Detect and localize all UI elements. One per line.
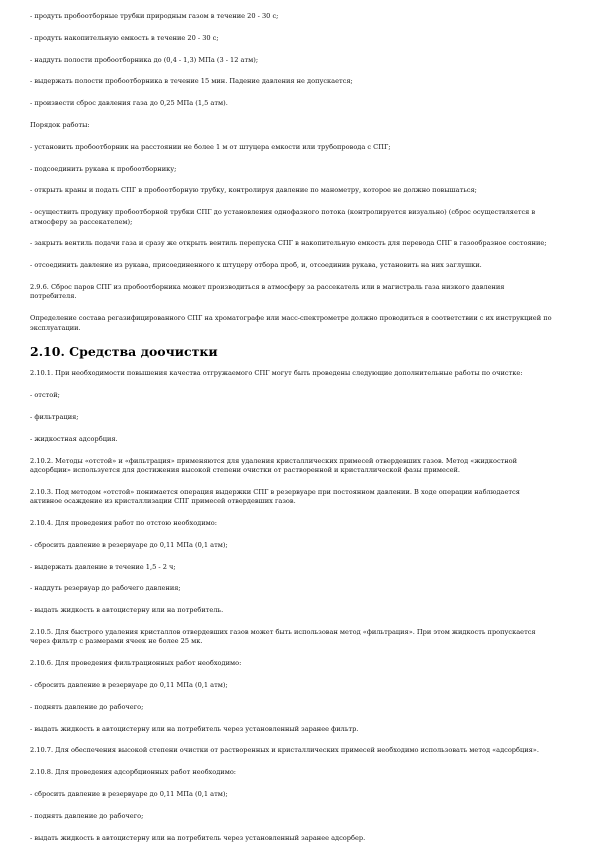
section-paragraphs [30,369,553,843]
paragraph: - поднять давление до рабочего; [30,702,144,711]
paragraph: Определение состава регазифицированного СПГ на хроматографе или масс-спектрометре должно проводиться в соответствии с их инструкцией по эксплуатации. [30,314,552,332]
paragraph: - отсоединить давление из рукава, присоединенного к штуцеру отбора проб, и, отсоединив рукава, установить на них заглушки. [30,261,482,270]
paragraph: - поднять давление до рабочего; [30,811,144,820]
paragraph: - закрыть вентиль подачи газа и сразу же открыть вентиль перепуска СПГ в накопительную емкость для перевода СПГ в газообразное состояние; [30,239,547,248]
paragraph: - фильтрация; [30,412,79,421]
paragraph: - подсоединить рукава к пробоотборнику; [30,164,177,173]
paragraph: 2.10.2. Методы «отстой» и «фильтрация» применяются для удаления кристаллических примесей отвердевших газов. Метод «жидкостной адсорбции» используется для достижения высокой степени очистки от растворенной и кристаллической фазы примесей. [30,456,518,474]
paragraph: Порядок работы: [30,120,90,129]
paragraph: 2.10.6. Для проведения фильтрационных работ необходимо: [30,659,242,668]
paragraph: 2.9.6. Сброс паров СПГ из пробоотборника может производиться в атмосферу за рассекатель или в магистраль газа низкого давления потребителя. [30,282,505,301]
section-heading: 2.10. Средства доочистки [30,344,218,360]
paragraph: - выдержать давление в течение 1,5 - 2 ч; [30,562,176,571]
paragraph: 2.10.3. Под методом «отстой» понимается операция выдержки СПГ в резервуаре при постоянном давлении. В ходе операции наблюдается активное осаждение из кристаллизации СПГ примесей отвердевших газов. [30,487,520,506]
paragraph: - открыть краны и подать СПГ в пробоотборную трубку, контролируя давление по манометру, которое не должно повышаться; [30,186,477,195]
paragraph: - осуществить продувку пробоотборной трубки СПГ до установления однофазного потока (контролируется визуально) (сброс осуществляется в атмосферу за рассекателем); [30,208,536,226]
paragraph: - сбросить давление в резервуаре до 0,11 МПа (0,1 атм); [30,789,228,798]
paragraph: 2.10.4. Для проведения работ по отстою необходимо: [30,518,217,527]
paragraph: - наддуть полости пробоотборника до (0,4 - 1,3) МПа (3 - 12 атм); [30,55,259,64]
paragraph: 2.10.8. Для проведения адсорбционных работ необходимо: [30,768,237,777]
paragraph: - выдать жидкость в автоцистерну или на потребитель. [30,606,224,615]
paragraph: - выдержать полости пробоотборника в течение 15 мин. Падение давления не допускается; [30,77,353,86]
paragraph: 2.10.7. Для обеспечения высокой степени очистки от растворенных и кристаллических примесей необходимо использовать метод «адсорбция». [30,746,539,755]
paragraph: - установить пробоотборник на расстоянии не более 1 м от штуцера емкости или трубопровода с СПГ; [30,142,391,151]
paragraph: - сбросить давление в резервуаре до 0,11 МПа (0,1 атм); [30,540,228,549]
paragraph: - выдать жидкость в автоцистерну или на потребитель через установленный заранее фильтр. [30,724,359,733]
paragraph: - сбросить давление в резервуаре до 0,11 МПа (0,1 атм); [30,680,228,689]
paragraph: 2.10.5. Для быстрого удаления кристаллов отвердевших газов может быть использован метод «фильтрация». При этом жидкость пропускается через фильтр с размерами ячеек не более 25 мк. [30,627,536,646]
top-paragraphs [30,12,553,333]
paragraph: 2.10.1. При необходимости повышения качества отгружаемого СПГ могут быть проведены следующие дополнительные работы по очистке: [30,369,523,378]
paragraph: - произвести сброс давления газа до 0,25 МПа (1,5 атм). [30,99,228,108]
paragraph: - продуть накопительную емкость в течение 20 - 30 с; [30,33,219,42]
paragraph: - продуть пробоотборные трубки природным газом в течение 20 - 30 с; [30,12,279,20]
paragraph: - отстой; [30,391,60,400]
paragraph: - жидкостная адсорбция. [30,434,118,443]
paragraph: - выдать жидкость в автоцистерну или на потребитель через установленный заранее адсорбер. [30,833,366,842]
paragraph: - наддуть резервуар до рабочего давления; [30,584,181,593]
